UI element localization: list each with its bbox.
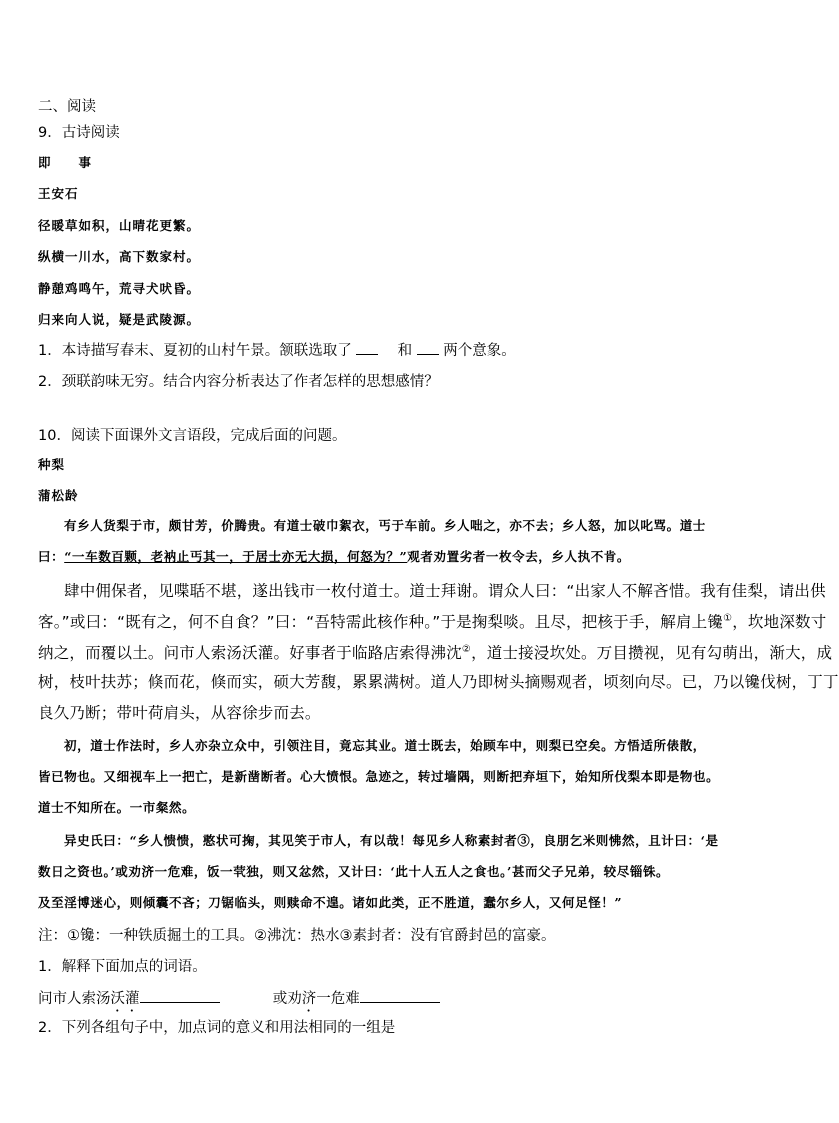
q10-title: 10．阅读下面课外文言语段，完成后面的问题。	[38, 428, 347, 444]
poem-line: 纵横一川水，高下数家村。	[38, 249, 201, 264]
fill-prompt: 问市人索汤	[38, 991, 111, 1007]
para-line: 良久乃断；带叶荷肩头，从容徐步而去。	[38, 704, 321, 722]
footnote-marker: ①	[723, 613, 733, 624]
para-seg: 客。”或曰：“既有之，何不自食？”曰：“吾特需此核作种。”于是掬梨啖。且尽，把核于手，解肩上镵	[38, 613, 724, 632]
dotted-word: 济	[301, 991, 317, 1007]
answer-blank[interactable]	[140, 1002, 220, 1003]
para-line	[38, 645, 832, 662]
para-line: 肆中佣保者，见喋聒不堪，遂出钱市一枚付道士。道士拜谢。谓众人曰：“出家人不解吝惜。我有佳梨，请出供	[64, 582, 826, 600]
poem-line: 归来向人说，疑是武陵源。	[38, 312, 201, 327]
para-seg: ，坎地深数寸	[732, 613, 827, 632]
para-seg: ，道士接浸坎处。万目攒视，见有勾萌出，渐大，成	[471, 644, 833, 663]
text-title: 种梨	[38, 457, 66, 472]
section-title: 二、阅读	[38, 99, 96, 115]
q9-sub1-end: 两个意象。	[443, 343, 516, 359]
para-line	[38, 551, 630, 564]
text-author: 蒲松龄	[38, 488, 79, 503]
para-line: 异史氏曰：“乡人愦愦，憨状可掬，其见笑于市人，有以哉！每见乡人称素封者③，良朋乞米则怫然，且计曰：‘是	[64, 833, 719, 848]
poem-author: 王安石	[38, 186, 79, 201]
q10-sub2: 2．下列各组句子中，加点词的意义和用法相同的一组是	[38, 1020, 396, 1036]
q9-title: 9．古诗阅读	[38, 125, 120, 141]
para-seg: 观者劝置劣者一枚令去，乡人执不肯。	[407, 549, 630, 564]
poem-line: 径暖草如积，山晴花更繁。	[38, 218, 201, 233]
poem-line: 静憩鸡鸣午，荒寻犬吠昏。	[38, 281, 201, 296]
para-line: 数日之资也。’或劝济一危难，饭一茕独，则又忿然，又计曰：‘此十人五人之食也。’甚而父子兄弟，较尽锱铢。	[38, 864, 670, 879]
para-line: 树，枝叶扶苏；倏而花，倏而实，硕大芳馥，累累满树。道人乃即树头摘赐观者，顷刻向尽。已，乃以镵伐树，丁丁	[38, 673, 839, 691]
footnote-marker: ②	[461, 644, 472, 655]
fill-prompt: 一危难	[316, 991, 360, 1007]
q9-sub1	[38, 344, 516, 359]
q9-sub2: 2．颈联韵味无穷。结合内容分析表达了作者怎样的思想感情？	[38, 374, 439, 390]
dotted-word: 沃灌	[110, 991, 140, 1007]
footnotes: 注：①镵：一种铁质掘土的工具。②沸沈：热水③素封者：没有官爵封邑的富豪。	[38, 928, 556, 944]
para-line: 及至淫博迷心，则倾囊不吝；刀锯临头，则赎命不遑。诸如此类，正不胜道，蠢尔乡人，又何足怪！”	[38, 895, 623, 910]
q10-fill-row	[38, 991, 440, 1015]
para-line	[38, 614, 826, 631]
answer-blank[interactable]	[360, 1002, 440, 1003]
answer-blank[interactable]	[417, 354, 439, 355]
answer-blank[interactable]	[356, 354, 378, 355]
para-line: 初，道士作法时，乡人亦杂立众中，引领注目，竟忘其业。道士既去，始顾车中，则梨已空矣。方悟适所俵散，	[64, 738, 706, 753]
q9-sub1-text: 1．本诗描写春末、夏初的山村午景。颔联选取了	[38, 343, 352, 359]
para-seg: 曰：	[38, 549, 65, 564]
poem-title: 即 事	[38, 155, 93, 170]
para-quote: “一车数百颗，老衲止丐其一，于居士亦无大损，何怒为？”	[64, 549, 408, 564]
para-line: 道士不知所在。一市粲然。	[38, 800, 196, 815]
q10-sub1: 1．解释下面加点的词语。	[38, 959, 207, 975]
para-line: 有乡人货梨于市，颇甘芳，价腾贵。有道士破巾絮衣，丐于车前。乡人咄之，亦不去；乡人怒，加以叱骂。道士	[64, 518, 706, 533]
para-line: 皆已物也。又细视车上一把亡，是新凿断者。心大愤恨。急迹之，转过墙隅，则断把弃垣下，始知所伐梨本即是物也。	[38, 769, 720, 784]
para-seg: 纳之，而覆以土。问市人索汤沃灌。好事者于临路店索得沸沈	[38, 644, 462, 663]
fill-prompt: 或劝	[272, 991, 302, 1007]
q9-sub1-and: 和	[397, 343, 413, 359]
